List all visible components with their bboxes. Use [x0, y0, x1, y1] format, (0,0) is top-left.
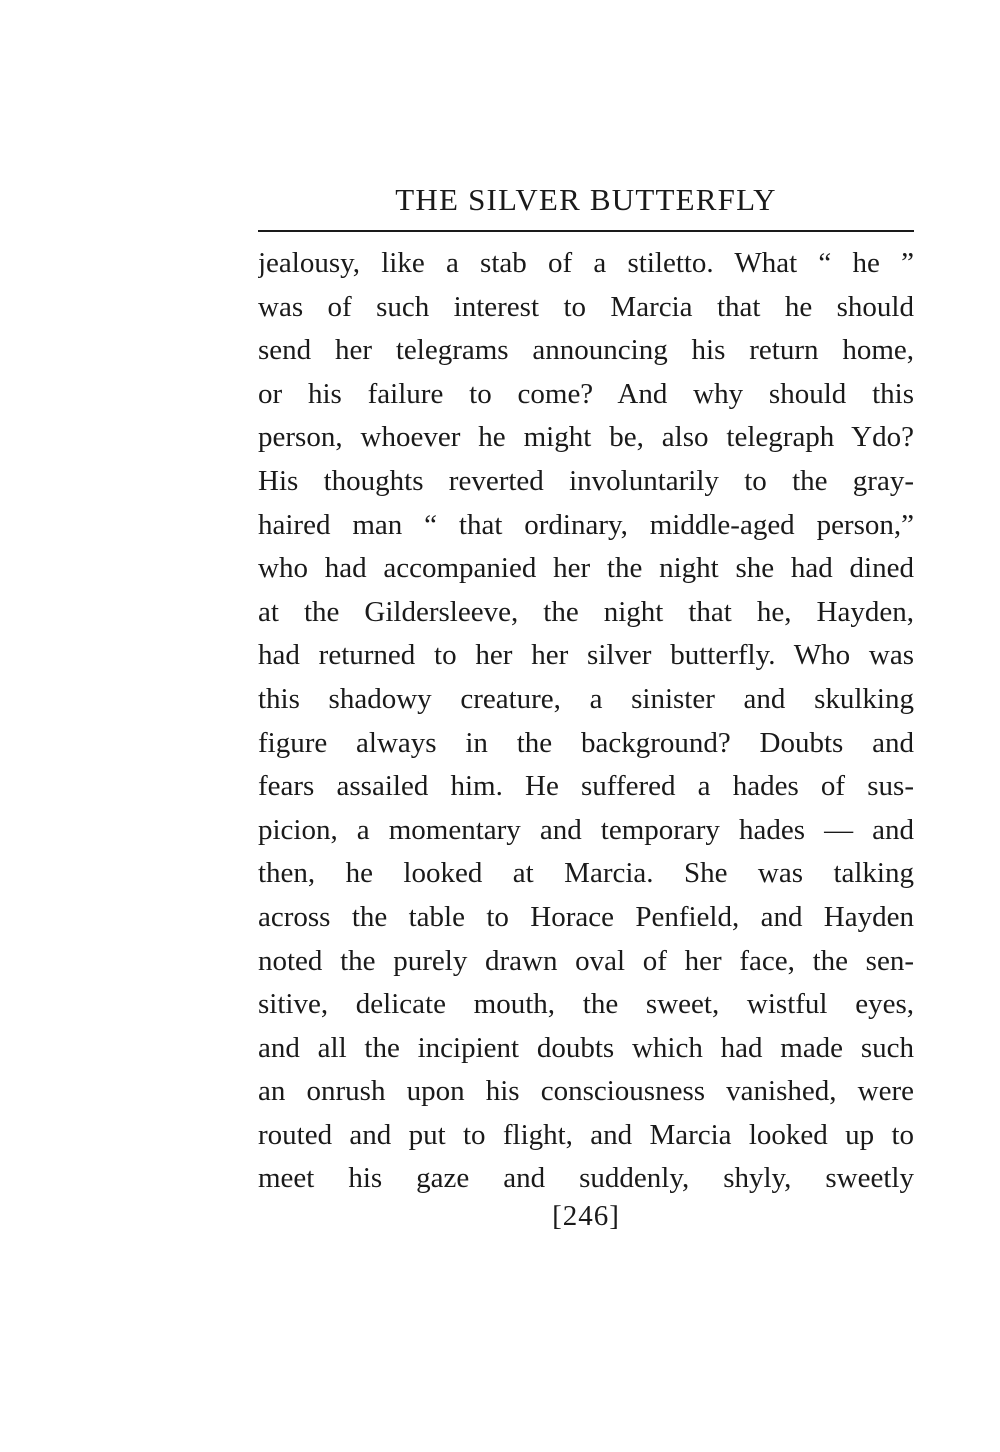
text-line: then, he looked at Marcia. She was talking	[258, 857, 914, 890]
body-text	[258, 242, 914, 1201]
text-line: picion, a momentary and temporary hades — and	[258, 813, 914, 846]
text-line: send her telegrams announcing his return home,	[258, 334, 914, 367]
header-rule	[258, 230, 914, 232]
text-line: figure always in the background? Doubts and	[258, 726, 914, 759]
text-line: had returned to her her silver butterfly. Who was	[258, 639, 914, 672]
text-line: this shadowy creature, a sinister and skulking	[258, 682, 914, 715]
text-line: who had accompanied her the night she had dined	[258, 552, 914, 585]
text-line: noted the purely drawn oval of her face, the sen-	[258, 944, 914, 977]
text-line: jealousy, like a stab of a stiletto. What “ he ”	[258, 247, 914, 279]
text-line: sitive, delicate mouth, the sweet, wistful eyes,	[258, 988, 914, 1021]
text-line: or his failure to come? And why should this	[258, 377, 914, 410]
text-line: haired man “ that ordinary, middle-aged person,”	[258, 508, 914, 541]
text-line: and all the incipient doubts which had made such	[258, 1031, 914, 1064]
text-line: fears assailed him. He suffered a hades of sus-	[258, 770, 914, 803]
running-head: THE SILVER BUTTERFLY	[395, 182, 777, 217]
text-line: at the Gildersleeve, the night that he, Hayden,	[258, 595, 914, 628]
text-line: person, whoever he might be, also telegraph Ydo?	[258, 421, 914, 454]
text-line: an onrush upon his consciousness vanished, were	[258, 1075, 914, 1108]
text-line: routed and put to flight, and Marcia looked up to	[258, 1118, 914, 1151]
text-line: His thoughts reverted involuntarily to the gray-	[258, 464, 914, 497]
text-line: across the table to Horace Penfield, and Hayden	[258, 900, 914, 933]
text-line: was of such interest to Marcia that he should	[258, 290, 914, 323]
page-number: [246]	[552, 1200, 620, 1232]
text-line: meet his gaze and suddenly, shyly, sweetly	[258, 1162, 914, 1195]
